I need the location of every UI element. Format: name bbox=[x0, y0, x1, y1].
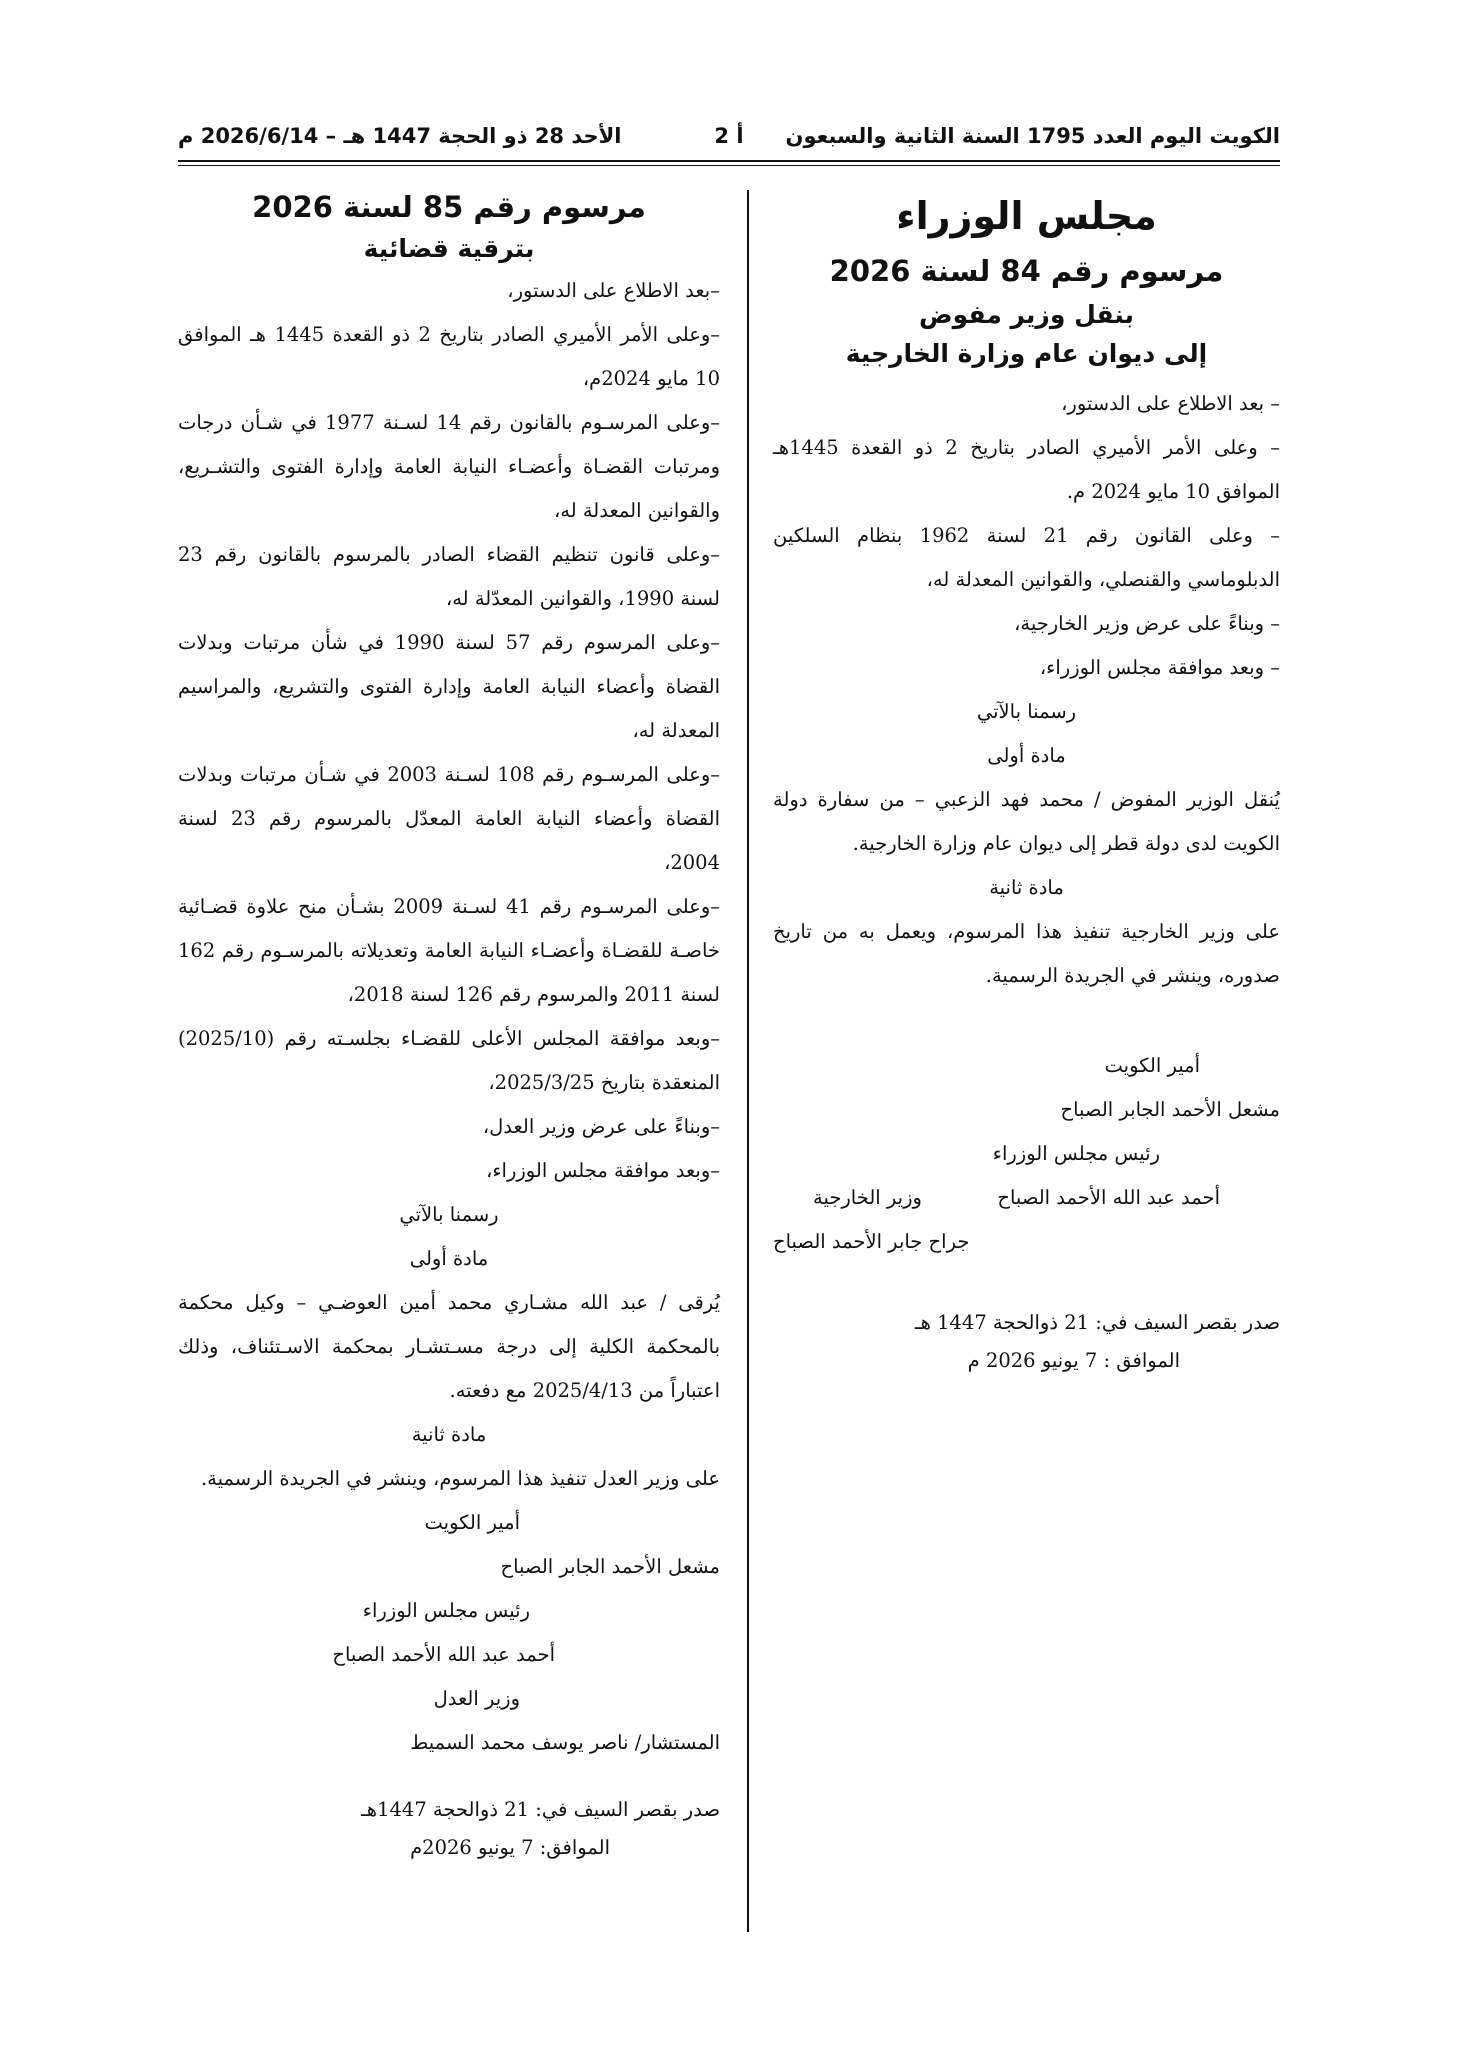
decreed-heading: رسمنا بالآتي bbox=[976, 700, 1077, 723]
header-date: الأحد 28 ذو الحجة 1447 هـ – 2026/6/14 م bbox=[178, 124, 622, 148]
emir-title: أمير الكويت bbox=[1104, 1054, 1200, 1077]
article-1-heading: مادة أولى bbox=[409, 1247, 489, 1270]
preamble-law-23-1990: –وعلى قانون تنظيم القضاء الصادر بالمرسوم بالقانون رقم 23 لسنة 1990، والقوانين المعدّلة له، bbox=[178, 543, 720, 610]
article-1-text: يُرقى / عبد الله مشـاري محمد أمين العوضـي – وكيل محكمة بالمحكمة الكلية إلى درجة مسـتشـار بمحكمة الاسـتئناف، وذلك اعتباراً من 2025/4/13 مع دفعته. bbox=[178, 1291, 720, 1402]
pm-title: رئيس مجلس الوزراء bbox=[992, 1142, 1160, 1165]
decree-title: مرسوم رقم 84 لسنة 2026 bbox=[829, 254, 1224, 288]
preamble-amiri-order: –وعلى الأمر الأميري الصادر بتاريخ 2 ذو القعدة 1445 هـ الموافق 10 مايو 2024م، bbox=[178, 323, 720, 390]
decree-title: مرسوم رقم 85 لسنة 2026 bbox=[252, 190, 646, 224]
pm-title: رئيس مجلس الوزراء bbox=[362, 1599, 530, 1622]
article-1-heading: مادة أولى bbox=[987, 744, 1066, 767]
preamble-law-21: – وعلى القانون رقم 21 لسنة 1962 بنظام السلكين الدبلوماسي والقنصلي، والقوانين المعدلة له، bbox=[773, 524, 1280, 591]
emir-name: مشعل الأحمد الجابر الصباح bbox=[500, 1555, 720, 1578]
article-2-text: على وزير العدل تنفيذ هذا المرسوم، وينشر في الجريدة الرسمية. bbox=[200, 1467, 720, 1490]
header-page-number: أ 2 bbox=[714, 124, 744, 148]
decree-subtitle: بنقل وزير مفوض bbox=[919, 300, 1134, 329]
preamble-cabinet-approval: –وبعد موافقة مجلس الوزراء، bbox=[486, 1159, 720, 1182]
pm-name: أحمد عبد الله الأحمد الصباح bbox=[332, 1643, 555, 1666]
header-issue-info: الكويت اليوم العدد 1795 السنة الثانية والسبعون bbox=[785, 124, 1280, 148]
preamble-minister-proposal: – وبناءً على عرض وزير الخارجية، bbox=[1014, 612, 1280, 635]
corresponding-date: الموافق: 7 يونيو 2026م bbox=[410, 1836, 610, 1859]
preamble-constitution: –بعد الاطلاع على الدستور، bbox=[507, 279, 720, 302]
preamble-decree-41-2009: –وعلى المرسـوم رقم 41 لسـنة 2009 بشـأن منح علاوة قضـائية خاصـة للقضـاة وأعضـاء النيابة العامة وتعديلاته بالمرسـوم رقم 162 لسنة 2011 والمرسوم رقم 126 لسنة 2018، bbox=[178, 895, 720, 1006]
header-rule-thick bbox=[178, 160, 1280, 162]
pm-name: أحمد عبد الله الأحمد الصباح bbox=[997, 1186, 1220, 1209]
preamble-decree-108-2003: –وعلى المرسـوم رقم 108 لسـنة 2003 في شـأن مرتبات وبدلات القضاة وأعضاء النيابة العامة المعدّل بالمرسوم رقم 23 لسنة 2004، bbox=[178, 763, 721, 874]
article-2-text: على وزير الخارجية تنفيذ هذا المرسوم، ويعمل به من تاريخ صدوره، وينشر في الجريدة الرسمية. bbox=[773, 920, 1280, 987]
minister-name: جراح جابر الأحمد الصباح bbox=[773, 1230, 970, 1253]
corresponding-date: الموافق : 7 يونيو 2026 م bbox=[967, 1349, 1180, 1372]
minister-title: وزير العدل bbox=[433, 1687, 520, 1710]
decree-subtitle: بترقية قضائية bbox=[363, 234, 535, 263]
minister-title: وزير الخارجية bbox=[813, 1186, 922, 1209]
minister-name: المستشار/ ناصر يوسف محمد السميط bbox=[410, 1731, 720, 1754]
preamble-cabinet-approval: – وبعد موافقة مجلس الوزراء، bbox=[1039, 656, 1280, 679]
header-rule-thin bbox=[178, 165, 1280, 166]
section-title: مجلس الوزراء bbox=[896, 194, 1157, 238]
decreed-heading: رسمنا بالآتي bbox=[399, 1203, 499, 1226]
decree-84-column bbox=[773, 190, 1280, 1380]
preamble-amiri-order: – وعلى الأمر الأميري الصادر بتاريخ 2 ذو القعدة 1445هـ الموافق 10 مايو 2024 م. bbox=[773, 436, 1280, 503]
emir-name: مشعل الأحمد الجابر الصباح bbox=[1060, 1098, 1280, 1121]
preamble-council-approval: –وبعد موافقة المجلس الأعلى للقضـاء بجلسـته رقم (2025/10) المنعقدة بتاريخ 2025/3/25، bbox=[178, 1027, 720, 1094]
article-1-text: يُنقل الوزير المفوض / محمد فهد الزعبي – من سفارة دولة الكويت لدى دولة قطر إلى ديوان عام وزارة الخارجية. bbox=[773, 788, 1280, 855]
emir-title: أمير الكويت bbox=[424, 1511, 520, 1534]
decree-subtitle-line2: إلى ديوان عام وزارة الخارجية bbox=[845, 339, 1208, 368]
issued-place-date: صدر بقصر السيف في: 21 ذوالحجة 1447هـ bbox=[361, 1798, 720, 1821]
article-2-heading: مادة ثانية bbox=[411, 1423, 487, 1446]
preamble-law-14-1977: –وعلى المرسـوم بالقانون رقم 14 لسـنة 1977 في شـأن درجات ومرتبات القضـاة وأعضـاء النيابة العامة وإدارة الفتوى والتشـريع، والقوانين المعدلة له، bbox=[178, 411, 720, 522]
issued-place-date: صدر بقصر السيف في: 21 ذوالحجة 1447 هـ bbox=[914, 1311, 1280, 1334]
column-divider bbox=[747, 190, 749, 1932]
decree-85-column bbox=[178, 190, 720, 1867]
page-header bbox=[178, 118, 1280, 158]
preamble-minister-proposal: –وبناءً على عرض وزير العدل، bbox=[482, 1115, 720, 1138]
preamble-decree-57-1990: –وعلى المرسوم رقم 57 لسنة 1990 في شأن مرتبات وبدلات القضاة وأعضاء النيابة العامة وإدارة الفتوى والتشريع، والمراسيم المعدلة له، bbox=[178, 631, 721, 742]
article-2-heading: مادة ثانية bbox=[989, 876, 1064, 899]
preamble-constitution: – بعد الاطلاع على الدستور، bbox=[1061, 392, 1280, 415]
